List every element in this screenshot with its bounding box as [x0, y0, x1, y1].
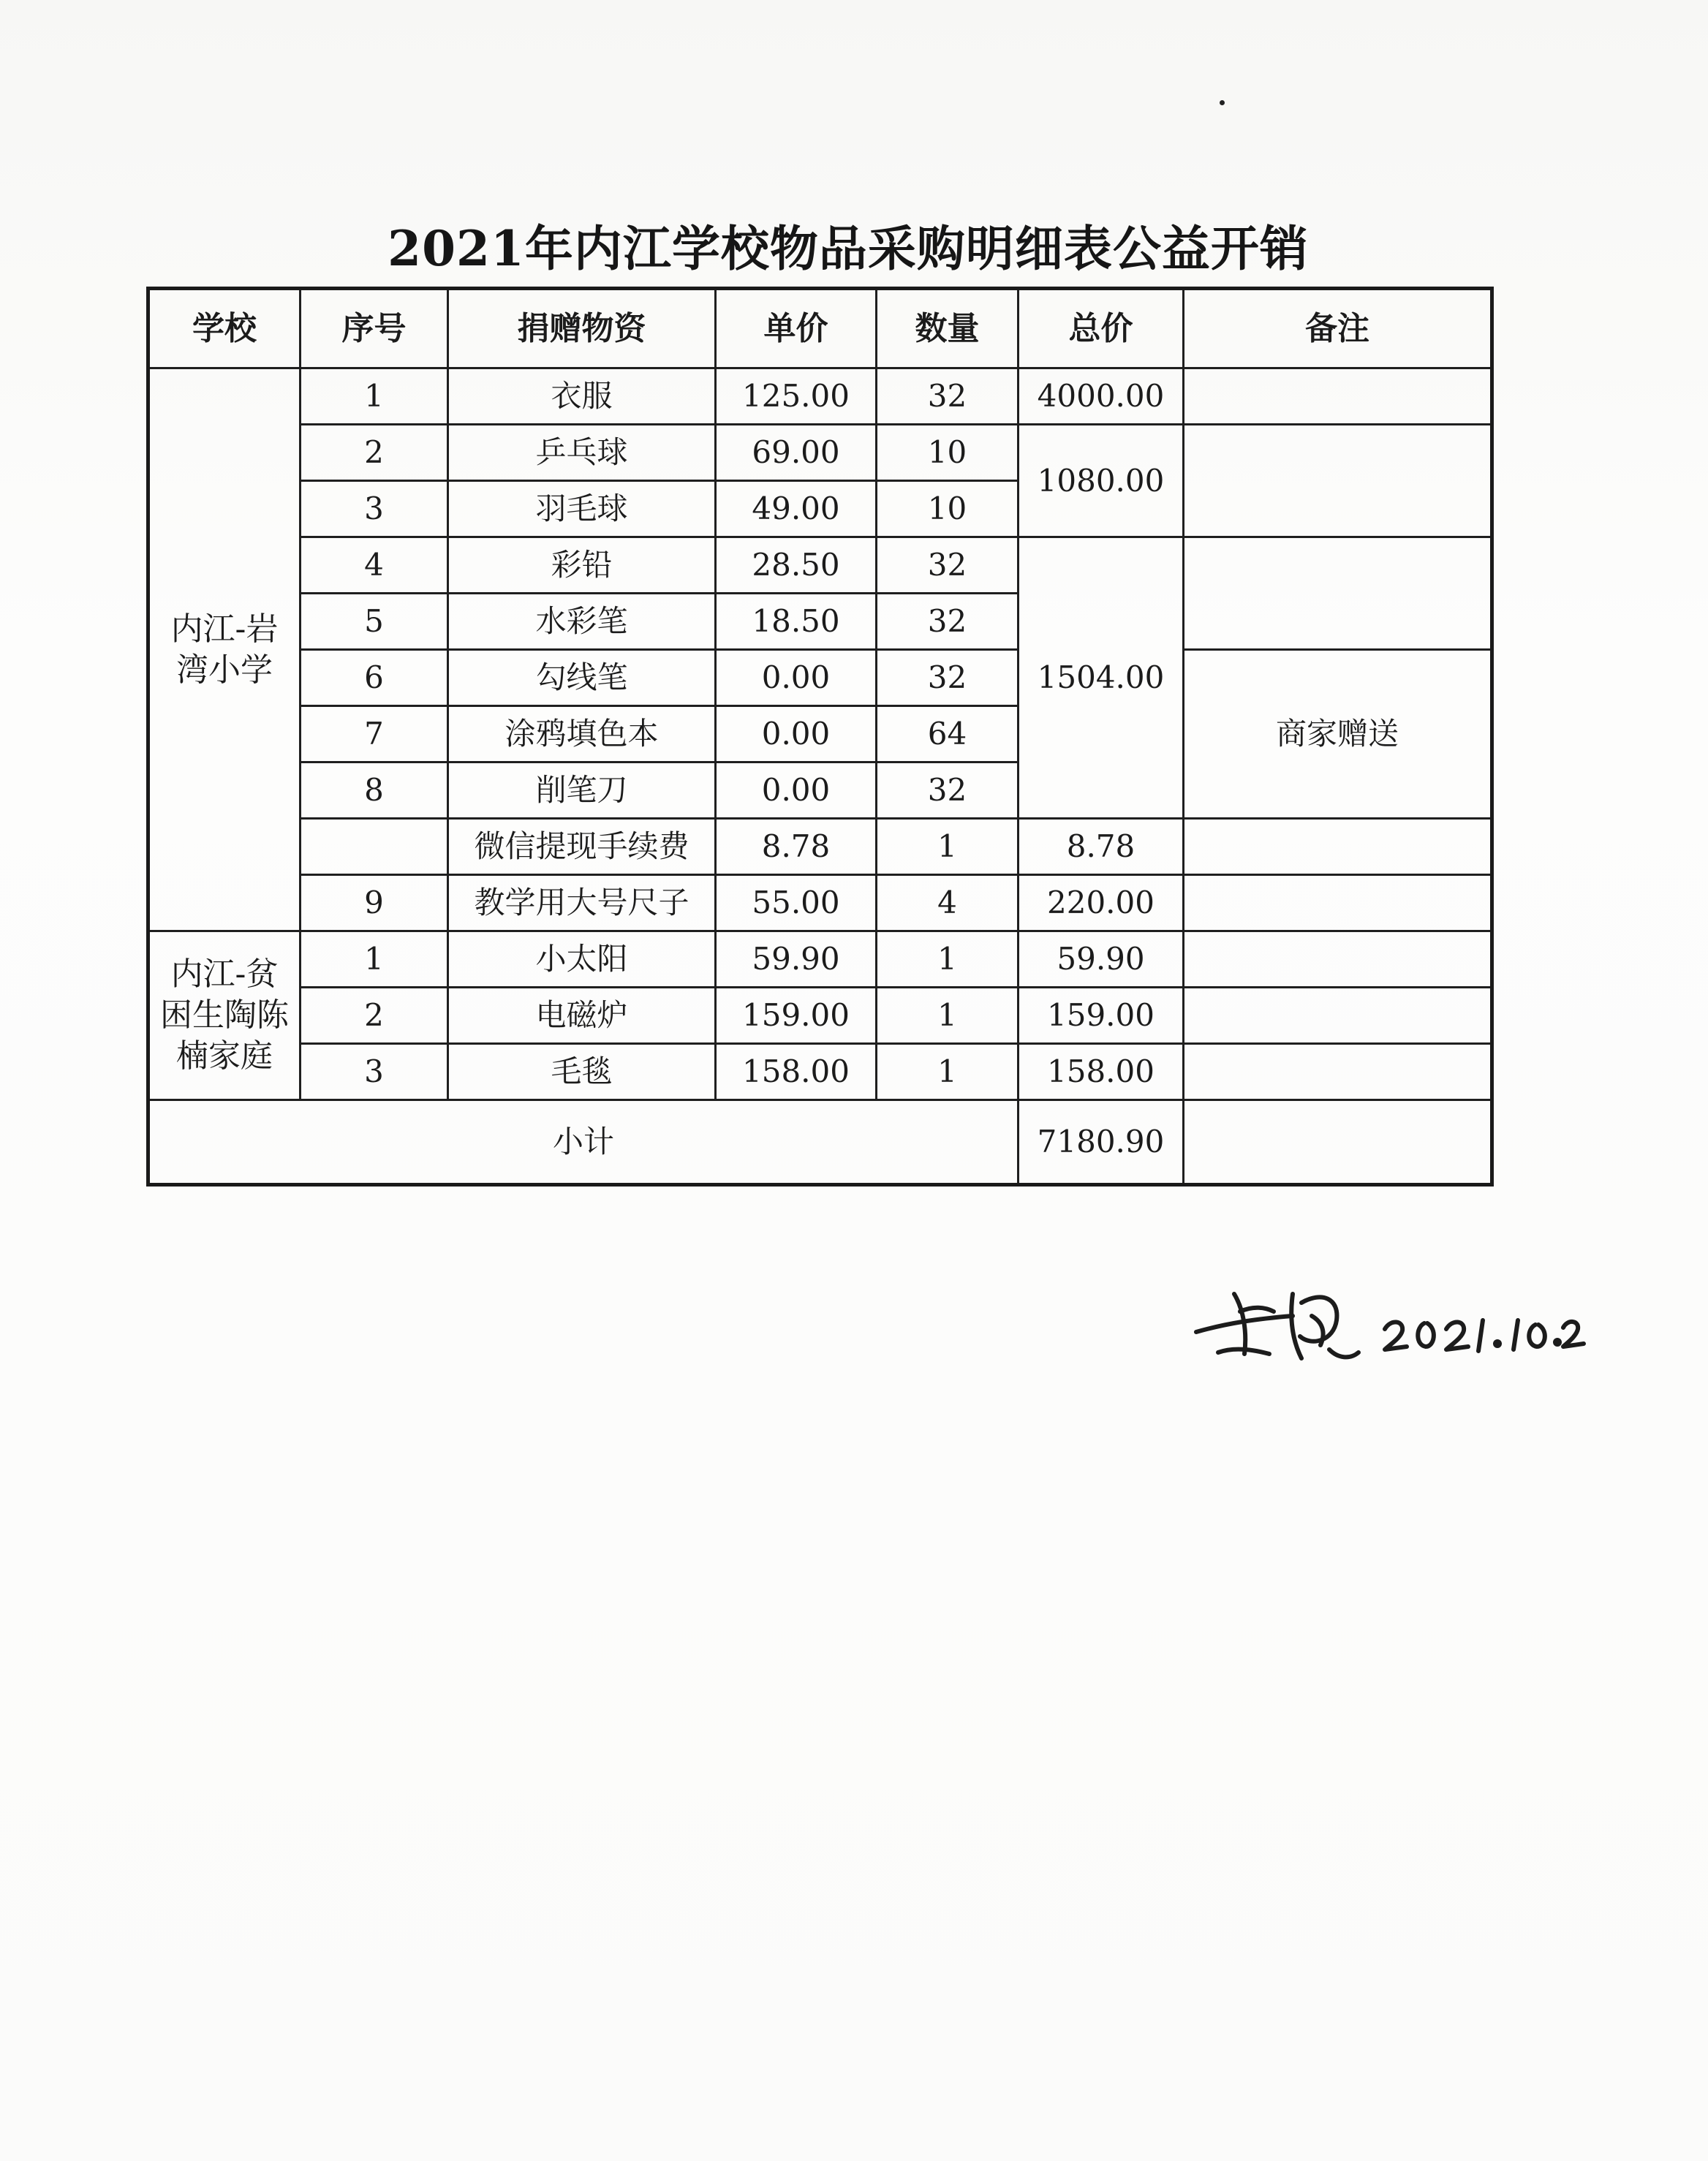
- header-number: 序号: [301, 289, 448, 368]
- row-quantity: 32: [877, 762, 1019, 819]
- row-quantity: 1: [877, 931, 1019, 988]
- row-remark: [1184, 537, 1492, 650]
- row-number: 2: [301, 988, 448, 1044]
- header-remark: 备注: [1184, 289, 1492, 368]
- table-row: [148, 425, 1492, 481]
- row-item: 乒乓球: [448, 425, 716, 481]
- row-remark: [1184, 368, 1492, 425]
- header-quantity: 数量: [877, 289, 1019, 368]
- header-total-price: 总价: [1019, 289, 1184, 368]
- row-number: 6: [301, 650, 448, 706]
- row-item: 毛毯: [448, 1044, 716, 1100]
- row-quantity: 10: [877, 481, 1019, 537]
- table-row: [148, 1044, 1492, 1100]
- row-item: 彩铅: [448, 537, 716, 594]
- row-item: 勾线笔: [448, 650, 716, 706]
- row-number: 2: [301, 425, 448, 481]
- row-number: 1: [301, 368, 448, 425]
- table-row: [148, 988, 1492, 1044]
- row-unit-price: 158.00: [716, 1044, 877, 1100]
- row-number: 9: [301, 875, 448, 931]
- row-total: 158.00: [1019, 1044, 1184, 1100]
- row-number: 7: [301, 706, 448, 762]
- row-item: 衣服: [448, 368, 716, 425]
- row-quantity: 32: [877, 368, 1019, 425]
- table-row: [148, 875, 1492, 931]
- row-remark-merchant: 商家赠送: [1184, 650, 1492, 819]
- document-title: 2021年内江学校物品采购明细表公益开销: [388, 220, 1309, 277]
- row-number: 3: [301, 1044, 448, 1100]
- row-remark: [1184, 988, 1492, 1044]
- row-quantity: 64: [877, 706, 1019, 762]
- row-item: 小太阳: [448, 931, 716, 988]
- subtotal-remark: [1184, 1100, 1492, 1185]
- row-remark: [1184, 819, 1492, 875]
- row-unit-price: 125.00: [716, 368, 877, 425]
- row-unit-price: 18.50: [716, 594, 877, 650]
- row-number: 5: [301, 594, 448, 650]
- row-quantity: 10: [877, 425, 1019, 481]
- row-item: 微信提现手续费: [448, 819, 716, 875]
- school-cell: [148, 931, 301, 1100]
- row-total: 8.78: [1019, 819, 1184, 875]
- row-total: 4000.00: [1019, 368, 1184, 425]
- subtotal-row: [148, 1100, 1492, 1185]
- row-quantity: 32: [877, 650, 1019, 706]
- row-number: 1: [301, 931, 448, 988]
- row-unit-price: 8.78: [716, 819, 877, 875]
- row-quantity: 1: [877, 988, 1019, 1044]
- row-number: 4: [301, 537, 448, 594]
- table-row: [148, 537, 1492, 594]
- row-unit-price: 28.50: [716, 537, 877, 594]
- row-quantity: 1: [877, 1044, 1019, 1100]
- table-row: [148, 931, 1492, 988]
- row-unit-price: 0.00: [716, 762, 877, 819]
- row-remark: [1184, 425, 1492, 537]
- row-item: 涂鸦填色本: [448, 706, 716, 762]
- school-name: 内江-贫困生陶陈楠家庭: [160, 955, 289, 1075]
- row-unit-price: 55.00: [716, 875, 877, 931]
- header-row: [148, 289, 1492, 368]
- row-number: 3: [301, 481, 448, 537]
- row-quantity: 32: [877, 537, 1019, 594]
- header-unit-price: 单价: [716, 289, 877, 368]
- row-total: 159.00: [1019, 988, 1184, 1044]
- table-row: [148, 819, 1492, 875]
- row-total: 59.90: [1019, 931, 1184, 988]
- handwritten-signature: [1183, 1265, 1592, 1382]
- school-name: 内江-岩湾小学: [170, 610, 279, 689]
- ink-speck: [1220, 100, 1225, 105]
- school-cell: [148, 368, 301, 931]
- table-row: [148, 368, 1492, 425]
- header-school: 学校: [148, 289, 301, 368]
- row-total: 1080.00: [1019, 425, 1184, 537]
- row-number: 8: [301, 762, 448, 819]
- row-item: 教学用大号尺子: [448, 875, 716, 931]
- row-item: 削笔刀: [448, 762, 716, 819]
- row-total: 220.00: [1019, 875, 1184, 931]
- row-remark: [1184, 1044, 1492, 1100]
- purchase-table: [146, 287, 1494, 1187]
- header-item: 捐赠物资: [448, 289, 716, 368]
- row-item: 羽毛球: [448, 481, 716, 537]
- row-quantity: 1: [877, 819, 1019, 875]
- row-remark: [1184, 875, 1492, 931]
- row-unit-price: 0.00: [716, 650, 877, 706]
- row-total: 1504.00: [1019, 537, 1184, 819]
- row-number: [301, 819, 448, 875]
- row-unit-price: 0.00: [716, 706, 877, 762]
- row-unit-price: 59.90: [716, 931, 877, 988]
- row-remark: [1184, 931, 1492, 988]
- row-unit-price: 159.00: [716, 988, 877, 1044]
- subtotal-value: 7180.90: [1019, 1100, 1184, 1185]
- subtotal-label: 小计: [148, 1100, 1019, 1185]
- row-quantity: 32: [877, 594, 1019, 650]
- row-unit-price: 69.00: [716, 425, 877, 481]
- row-quantity: 4: [877, 875, 1019, 931]
- table-row: [148, 650, 1492, 706]
- row-unit-price: 49.00: [716, 481, 877, 537]
- row-item: 电磁炉: [448, 988, 716, 1044]
- row-item: 水彩笔: [448, 594, 716, 650]
